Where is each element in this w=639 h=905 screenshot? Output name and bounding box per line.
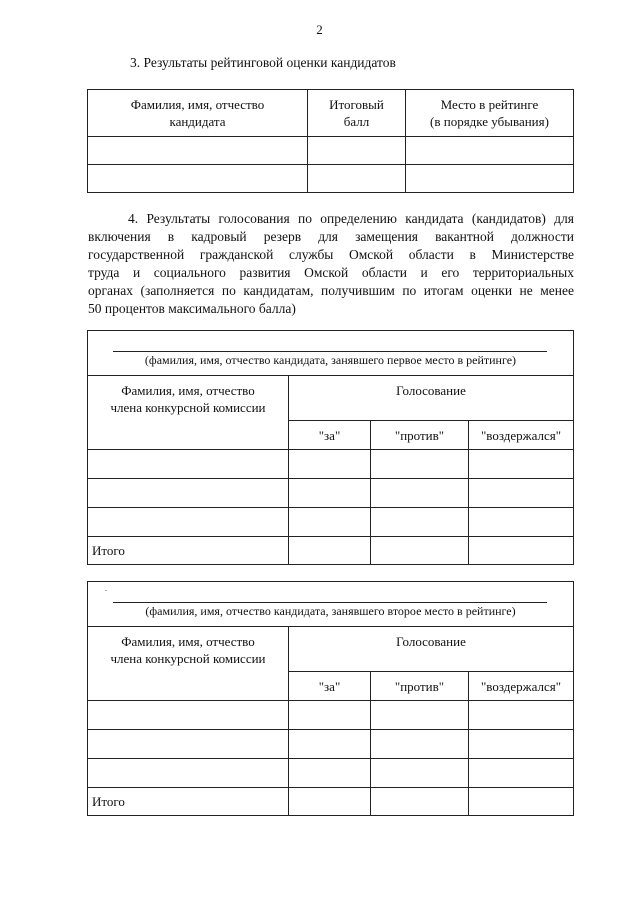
total-row — [88, 788, 574, 816]
rating-col-score-line2: балл — [343, 114, 370, 129]
rating-col-fio-line1: Фамилия, имя, отчество — [130, 97, 265, 112]
rating-header-row — [88, 90, 574, 137]
vote-option-abstain: "воздержался" — [469, 672, 574, 701]
rating-table — [87, 89, 574, 193]
table-cell[interactable] — [469, 759, 574, 788]
section4-line-2: включения в кадровый резерв для замещения вакантной должности — [88, 229, 574, 244]
table-cell[interactable] — [88, 165, 308, 193]
candidate-name-row — [88, 582, 574, 627]
voting-header: Голосование — [289, 376, 574, 421]
section4-line-6: 50 процентов максимального балла) — [88, 301, 296, 316]
table-cell[interactable] — [289, 537, 371, 565]
member-header — [88, 627, 289, 701]
candidate-name-row — [88, 331, 574, 376]
table-cell[interactable] — [371, 537, 469, 565]
vote-option-for: "за" — [289, 421, 371, 450]
table-cell[interactable] — [469, 537, 574, 565]
rating-col-score — [308, 90, 406, 137]
vote-header-row — [88, 376, 574, 421]
table-cell[interactable] — [88, 137, 308, 165]
rating-col-place-line2: (в порядке убывания) — [430, 114, 549, 129]
table-cell[interactable] — [289, 479, 371, 508]
rating-col-fio — [88, 90, 308, 137]
table-cell[interactable] — [289, 701, 371, 730]
table-cell[interactable] — [406, 165, 574, 193]
total-label: Итого — [88, 537, 289, 565]
table-cell[interactable] — [406, 137, 574, 165]
stray-dot-mark: . — [105, 584, 107, 593]
table-cell[interactable] — [308, 165, 406, 193]
voting-header: Голосование — [289, 627, 574, 672]
section4-line-1: 4. Результаты голосования по определению кандидата (кандидатов) для — [128, 211, 574, 226]
candidate-caption: (фамилия, имя, отчество кандидата, занявшего первое место в рейтинге) — [144, 353, 517, 367]
vote-option-against: "против" — [371, 672, 469, 701]
vote-option-against: "против" — [371, 421, 469, 450]
vote-option-for: "за" — [289, 672, 371, 701]
table-row — [88, 450, 574, 479]
table-cell[interactable] — [289, 730, 371, 759]
table-cell[interactable] — [88, 450, 289, 479]
total-row — [88, 537, 574, 565]
table-cell[interactable] — [88, 701, 289, 730]
vote-table-second-place — [87, 581, 574, 816]
member-header-line2: члена конкурсной комиссии — [110, 400, 266, 415]
rating-col-place-line1: Место в рейтинге — [440, 97, 539, 112]
candidate-name-field[interactable] — [88, 331, 574, 376]
total-label: Итого — [88, 788, 289, 816]
section4-line-4: труда и социального развития Омской области и его территориальных — [88, 265, 574, 280]
section4-line-5: органах (заполняется по кандидатам, получившим по итогам оценки не менее — [88, 283, 574, 298]
section4-paragraph — [88, 210, 574, 318]
rating-col-place — [406, 90, 574, 137]
table-row — [88, 137, 574, 165]
table-cell[interactable] — [469, 701, 574, 730]
vote-header-row — [88, 627, 574, 672]
candidate-caption: (фамилия, имя, отчество кандидата, занявшего второе место в рейтинге) — [145, 604, 516, 618]
member-header — [88, 376, 289, 450]
table-cell[interactable] — [88, 479, 289, 508]
section4-line-3: государственной гражданской службы Омской области в Министерстве — [88, 247, 574, 262]
vote-table-first-place — [87, 330, 574, 565]
table-cell[interactable] — [371, 788, 469, 816]
table-cell[interactable] — [371, 450, 469, 479]
rating-col-fio-line2: кандидата — [169, 114, 226, 129]
table-cell[interactable] — [469, 450, 574, 479]
table-row — [88, 479, 574, 508]
member-header-line1: Фамилия, имя, отчество — [121, 634, 255, 649]
table-cell[interactable] — [289, 450, 371, 479]
table-row — [88, 508, 574, 537]
table-cell[interactable] — [371, 479, 469, 508]
candidate-name-underline — [113, 351, 547, 352]
table-cell[interactable] — [371, 508, 469, 537]
table-cell[interactable] — [289, 508, 371, 537]
table-cell[interactable] — [289, 788, 371, 816]
candidate-name-underline — [113, 602, 547, 603]
candidate-name-field[interactable] — [88, 582, 574, 627]
table-cell[interactable] — [88, 759, 289, 788]
table-cell[interactable] — [88, 508, 289, 537]
table-cell[interactable] — [289, 759, 371, 788]
member-header-line1: Фамилия, имя, отчество — [121, 383, 255, 398]
vote-option-abstain: "воздержался" — [469, 421, 574, 450]
page-number: 2 — [316, 22, 323, 37]
rating-col-score-line1: Итоговый — [329, 97, 384, 112]
section3-heading: 3. Результаты рейтинговой оценки кандидатов — [130, 55, 396, 70]
table-row — [88, 165, 574, 193]
table-cell[interactable] — [88, 730, 289, 759]
table-cell[interactable] — [371, 759, 469, 788]
table-cell[interactable] — [469, 788, 574, 816]
table-cell[interactable] — [371, 701, 469, 730]
table-row — [88, 701, 574, 730]
table-row — [88, 759, 574, 788]
table-cell[interactable] — [469, 479, 574, 508]
member-header-line2: члена конкурсной комиссии — [110, 651, 266, 666]
table-cell[interactable] — [469, 508, 574, 537]
table-cell[interactable] — [308, 137, 406, 165]
table-cell[interactable] — [371, 730, 469, 759]
table-cell[interactable] — [469, 730, 574, 759]
table-row — [88, 730, 574, 759]
